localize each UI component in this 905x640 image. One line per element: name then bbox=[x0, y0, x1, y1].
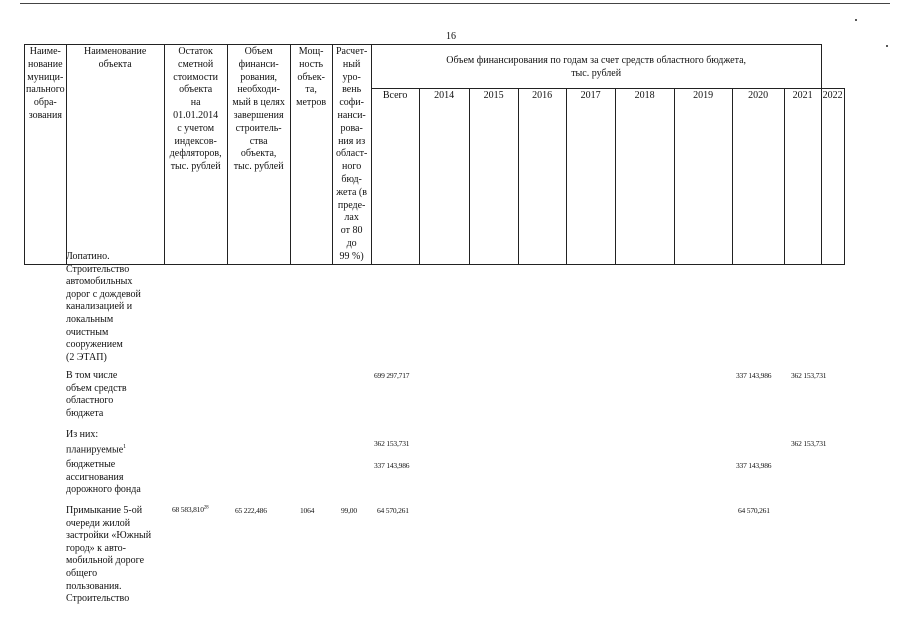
planned-total-value: 362 153,731 bbox=[374, 439, 410, 448]
header-year-2019: 2019 bbox=[674, 89, 732, 264]
header-year-2015: 2015 bbox=[469, 89, 518, 264]
header-year-2022: 2022 bbox=[821, 89, 844, 264]
page-top-rule bbox=[20, 3, 890, 4]
header-cofinancing-level: Расчет- ный уро- вень софи- нанси- рова- ния из област- ного бюд- жета (в преде- лах от 80 до 99 %) bbox=[332, 45, 371, 265]
planned-2021-value: 362 153,731 bbox=[791, 439, 827, 448]
planned-footnote-mark: 1 bbox=[123, 444, 127, 450]
road-fund-label: бюджетные ассигнования дорожного фонда bbox=[66, 459, 141, 496]
header-remaining-cost: Остаток сметной стоимости объекта на 01.01.2014 с учетом индексов- дефляторов, тыс. рублей bbox=[164, 45, 227, 265]
junction-cofinancing-level: 99,00 bbox=[341, 506, 357, 515]
scan-speck bbox=[886, 45, 888, 47]
header-year-2017: 2017 bbox=[566, 89, 615, 264]
included-2021-value: 362 153,731 bbox=[791, 371, 827, 380]
road-fund-total-value: 337 143,986 bbox=[374, 461, 410, 470]
page-number: 16 bbox=[446, 31, 456, 42]
header-yearly-financing-title: Объем финансирования по годам за счет средств областного бюджета, тыс. рублей bbox=[371, 45, 821, 89]
junction-financing-volume: 65 222,486 bbox=[235, 506, 267, 515]
included-total-value: 699 297,717 bbox=[374, 371, 410, 380]
junction-total-value: 64 570,261 bbox=[377, 506, 409, 515]
lopatino-object-name: Лопатино. Строительство автомобильных дорог с дождевой канализацией и локальным очистным сооружением (2 ЭТАП) bbox=[66, 251, 141, 363]
scan-speck bbox=[855, 19, 857, 21]
header-total: Всего bbox=[371, 89, 419, 264]
planned-label: планируемые$^1$ bbox=[66, 444, 127, 456]
header-year-2021: 2021 bbox=[784, 89, 821, 264]
junction-footnote-mark: 28 bbox=[203, 505, 209, 511]
road-fund-2020-value: 337 143,986 bbox=[736, 461, 772, 470]
included-2020-value: 337 143,986 bbox=[736, 371, 772, 380]
header-year-2018: 2018 bbox=[615, 89, 674, 264]
header-year-2020: 2020 bbox=[732, 89, 784, 264]
header-financing-volume: Объем финанси- рования, необходи- мый в целях завершения строитель- ства объекта, тыс. рублей bbox=[227, 45, 290, 265]
junction-2020-value: 64 570,261 bbox=[738, 506, 770, 515]
included-regional-budget-label: В том числе объем средств областного бюджета bbox=[66, 370, 127, 419]
header-table bbox=[24, 44, 845, 265]
junction-capacity: 1064 bbox=[300, 506, 315, 515]
junction-object-name: Примыкание 5-ой очереди жилой застройки «Южный город» к авто- мобильной дороге общего пользования. Строительство bbox=[66, 505, 152, 605]
header-year-2016: 2016 bbox=[518, 89, 566, 264]
header-year-2014: 2014 bbox=[419, 89, 469, 264]
header-object: Наименование объекта bbox=[66, 45, 164, 265]
header-municipality: Наиме- нование муници- пального обра- зования bbox=[25, 45, 67, 265]
header-capacity: Мощ- ность объек- та, метров bbox=[290, 45, 332, 265]
junction-remaining-cost: 68 583,810$^{28}$ bbox=[172, 505, 209, 514]
planned-label-prefix: Из них: bbox=[66, 429, 99, 440]
